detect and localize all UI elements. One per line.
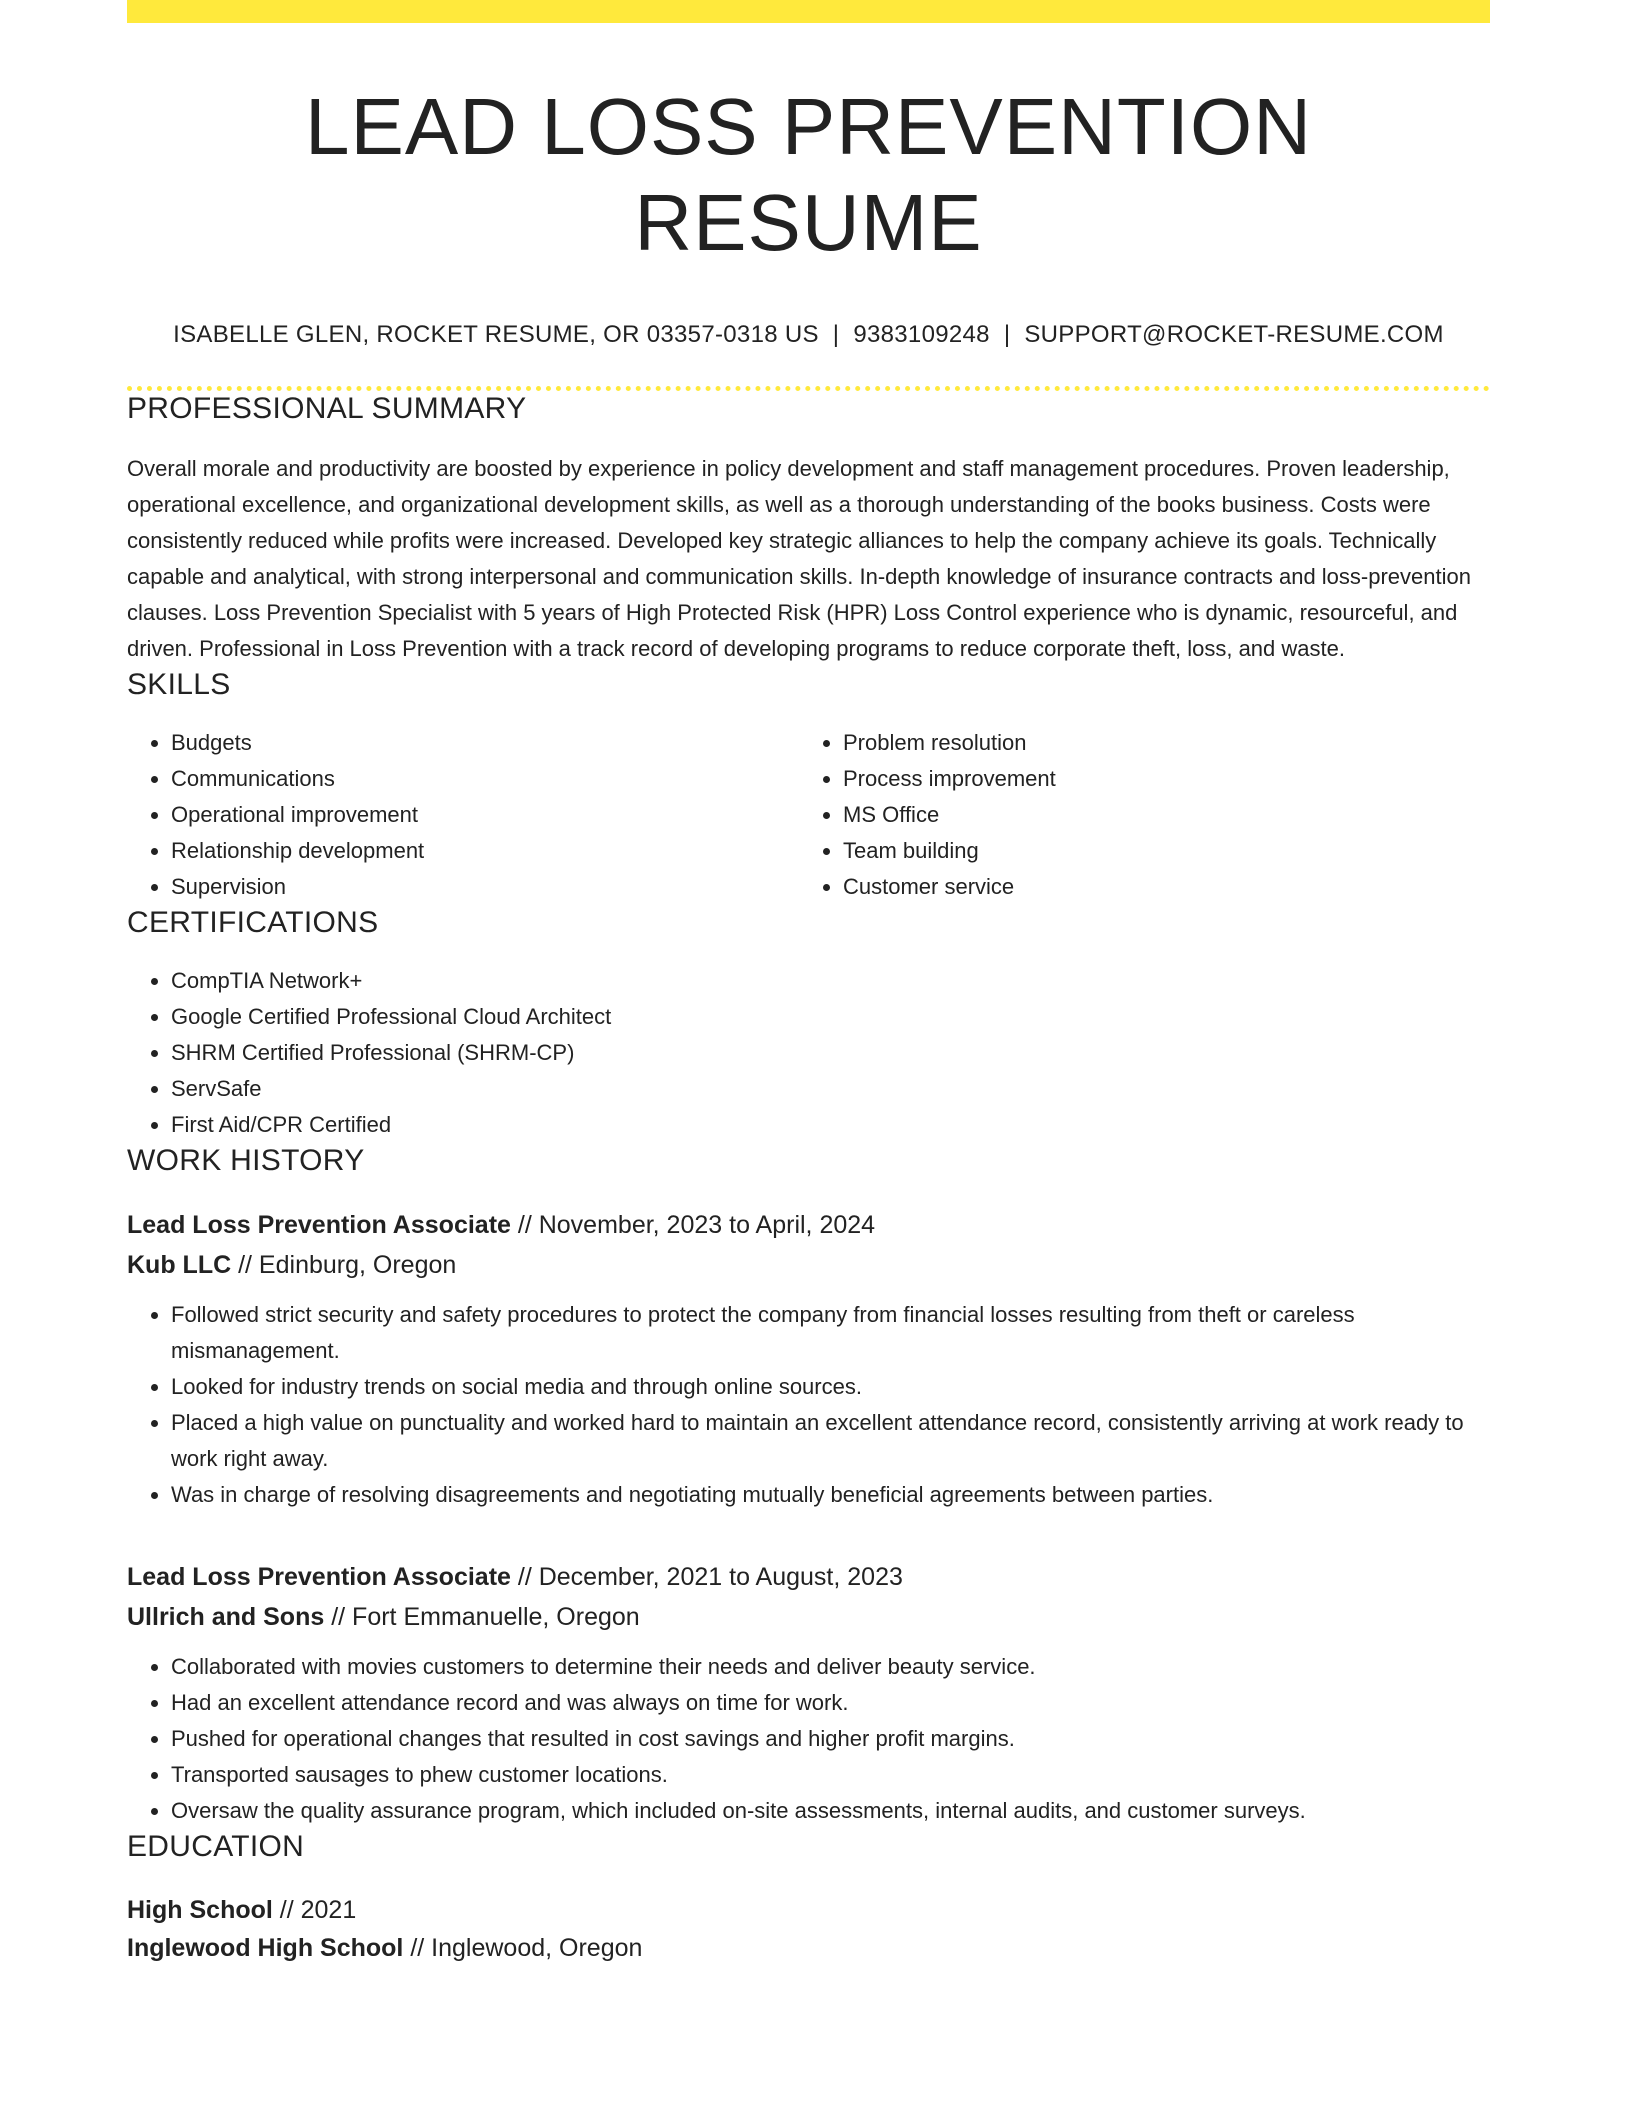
job-dates: // November, 2023 to April, 2024: [517, 1210, 876, 1239]
education-heading: EDUCATION: [127, 1829, 305, 1863]
job-title-line: [127, 1557, 1490, 1597]
skill-item: • Relationship development: [171, 833, 799, 869]
certification-item: • ServSafe: [171, 1071, 1490, 1107]
contact-separator: |: [832, 321, 840, 348]
education-degree-line: [127, 1891, 1490, 1929]
job-company-line: [127, 1597, 1490, 1637]
job-bullet: • Followed strict security and safety procedures to protect the company from financial losses resulting from theft or careless mismanagement.: [171, 1297, 1490, 1369]
certification-item: • Google Certified Professional Cloud Architect: [171, 999, 1490, 1035]
skill-item: • Operational improvement: [171, 797, 799, 833]
education-location: // Inglewood, Oregon: [410, 1933, 643, 1962]
certification-item: • First Aid/CPR Certified: [171, 1107, 1490, 1143]
education-entry: [127, 1891, 1490, 1967]
job-location: // Fort Emmanuelle, Oregon: [331, 1602, 640, 1631]
job-company: Ullrich and Sons: [127, 1602, 325, 1631]
contact-line: [127, 321, 1490, 350]
job-company: Kub LLC: [127, 1250, 232, 1279]
certifications-heading: CERTIFICATIONS: [127, 905, 379, 939]
job-bullet: • Had an excellent attendance record and was always on time for work.: [171, 1685, 1490, 1721]
job-entry: [127, 1557, 1490, 1829]
job-title: Lead Loss Prevention Associate: [127, 1562, 511, 1591]
skill-item: • Communications: [171, 761, 799, 797]
job-bullet: • Pushed for operational changes that resulted in cost savings and higher profit margins.: [171, 1721, 1490, 1757]
job-bullet: • Collaborated with movies customers to determine their needs and deliver beauty service.: [171, 1649, 1490, 1685]
skill-item: • Team building: [843, 833, 1471, 869]
job-bullet: • Placed a high value on punctuality and worked hard to maintain an excellent attendance record, consistently arriving at work ready to work right away.: [171, 1405, 1490, 1477]
job-bullet: • Was in charge of resolving disagreements and negotiating mutually beneficial agreements between parties.: [171, 1477, 1490, 1513]
skills-columns: [127, 725, 1490, 905]
certification-item: • SHRM Certified Professional (SHRM-CP): [171, 1035, 1490, 1071]
job-bullets: [127, 1649, 1490, 1829]
education-school: Inglewood High School: [127, 1933, 404, 1962]
job-dates: // December, 2021 to August, 2023: [517, 1562, 903, 1591]
top-accent-bar: [127, 0, 1490, 23]
contact-separator: |: [1003, 321, 1011, 348]
resume-page: [127, 0, 1490, 1967]
education-year: // 2021: [279, 1895, 357, 1924]
summary-heading: PROFESSIONAL SUMMARY: [127, 391, 527, 425]
skills-list-right: [799, 725, 1471, 905]
education-school-line: [127, 1929, 1490, 1967]
skill-item: • Process improvement: [843, 761, 1471, 797]
resume-title: LEAD LOSS PREVENTION RESUME: [305, 82, 1312, 267]
job-title-line: [127, 1205, 1490, 1245]
job-company-line: [127, 1245, 1490, 1285]
job-bullets: [127, 1297, 1490, 1513]
job-title: Lead Loss Prevention Associate: [127, 1210, 511, 1239]
certifications-list: [127, 963, 1490, 1143]
skills-heading: SKILLS: [127, 667, 231, 701]
contact-email: SUPPORT@ROCKET-RESUME.COM: [1024, 321, 1444, 348]
education-degree: High School: [127, 1895, 273, 1924]
skill-item: • MS Office: [843, 797, 1471, 833]
certification-item: • CompTIA Network+: [171, 963, 1490, 999]
job-bullet: • Looked for industry trends on social media and through online sources.: [171, 1369, 1490, 1405]
job-location: // Edinburg, Oregon: [238, 1250, 457, 1279]
contact-address: ISABELLE GLEN, ROCKET RESUME, OR 03357-0318 US: [173, 321, 819, 348]
job-bullet: • Transported sausages to phew customer locations.: [171, 1757, 1490, 1793]
summary-text: Overall morale and productivity are boosted by experience in policy development and staff management procedures. Proven leadership, operational excellence, and organizational development skills, as well as a thorough understanding of the books business. Costs were consistently reduced while profits were increased. Developed key strategic alliances to help the company achieve its goals. Technically capable and analytical, with strong interpersonal and communication skills. In-depth knowledge of insurance contracts and loss-prevention clauses. Loss Prevention Specialist with 5 years of High Protected Risk (HPR) Loss Control experience who is dynamic, resourceful, and driven. Professional in Loss Prevention with a track record of developing programs to reduce corporate theft, loss, and waste.: [127, 455, 1471, 661]
work-history-heading: WORK HISTORY: [127, 1143, 365, 1177]
job-entry: [127, 1205, 1490, 1513]
contact-phone: 9383109248: [853, 321, 990, 348]
skill-item: • Supervision: [171, 869, 799, 905]
skill-item: • Problem resolution: [843, 725, 1471, 761]
job-bullet: • Oversaw the quality assurance program, which included on-site assessments, internal audits, and customer surveys.: [171, 1793, 1490, 1829]
skill-item: • Customer service: [843, 869, 1471, 905]
skills-list-left: [127, 725, 799, 905]
skill-item: • Budgets: [171, 725, 799, 761]
